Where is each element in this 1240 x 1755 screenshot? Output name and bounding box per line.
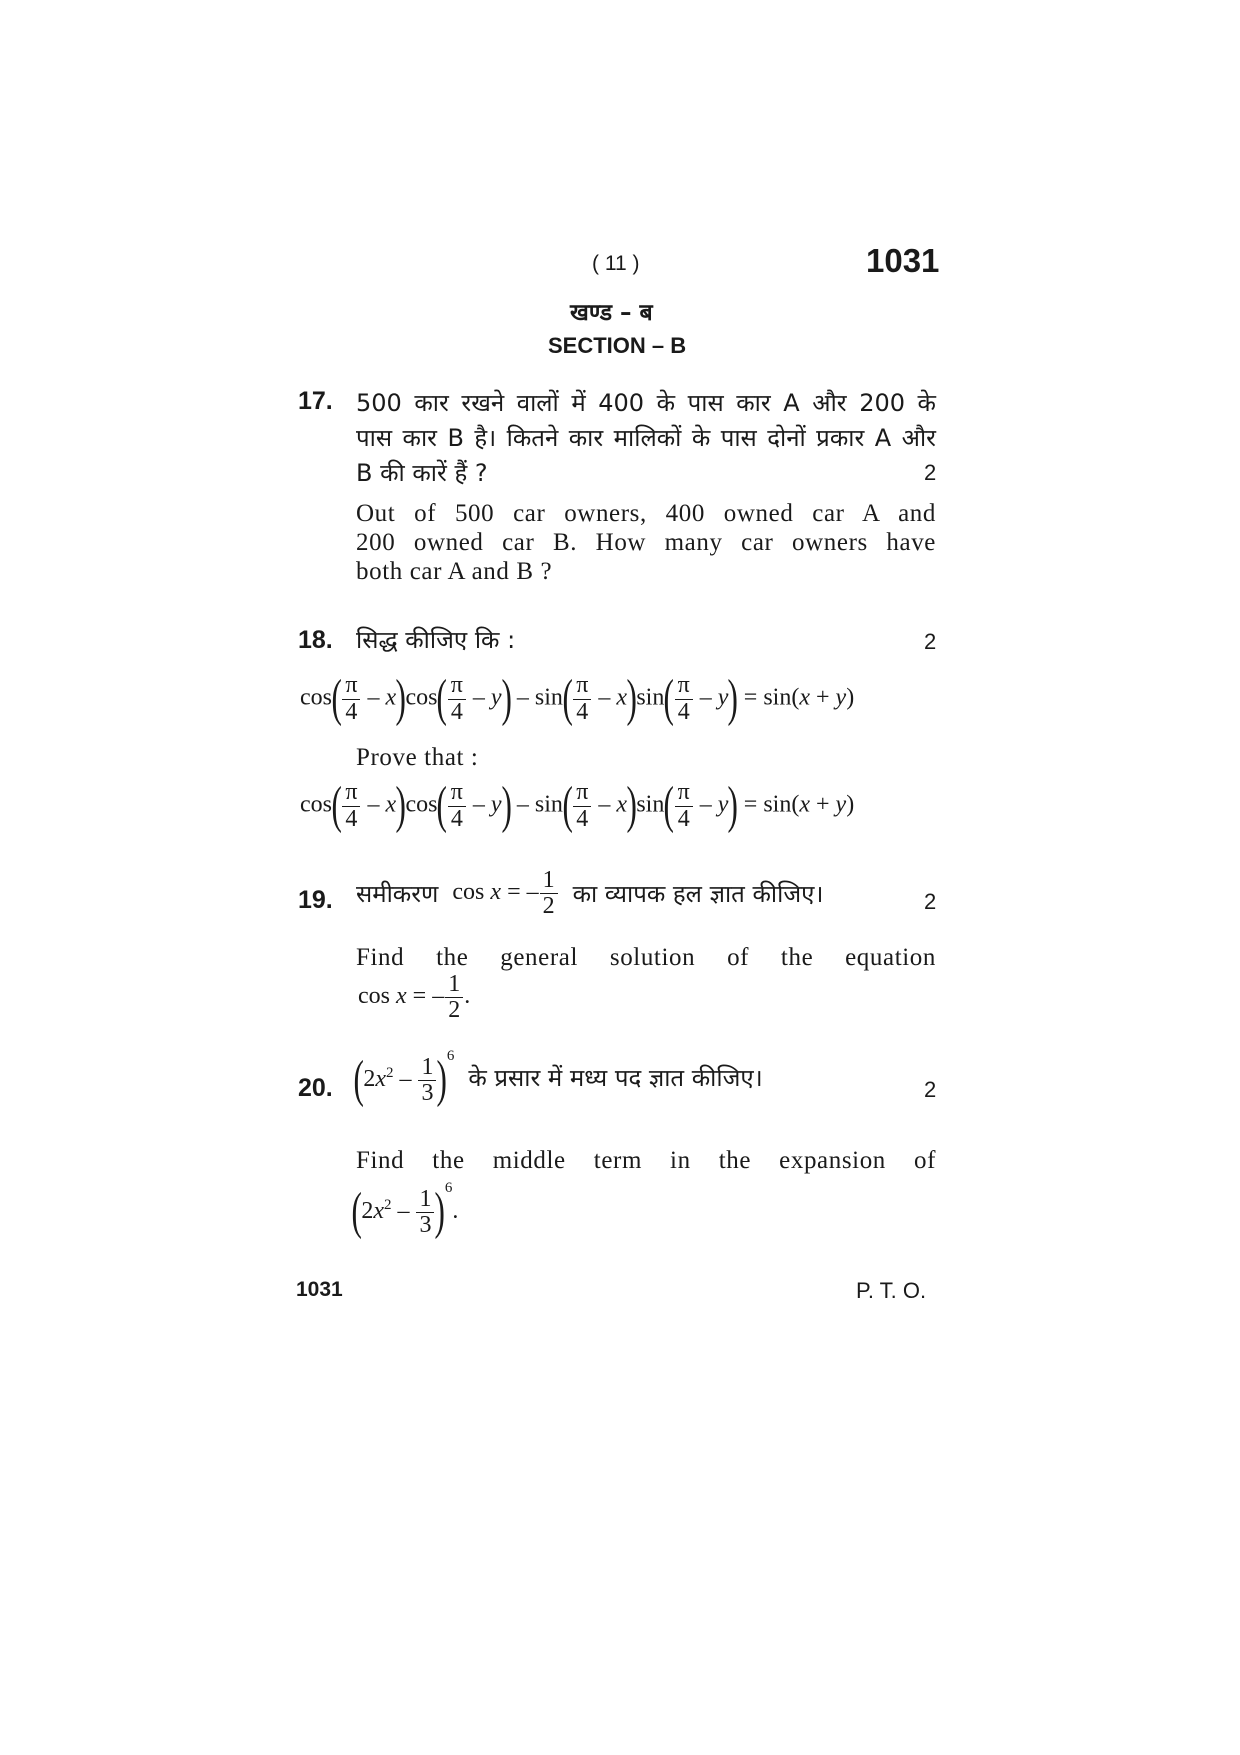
q18-english: Prove that : xyxy=(356,744,479,771)
q18-identity-1: cos( $\frac{\pi}{4}$ – x)cos( $\frac{\pi}{4}$ – y) – sin( $\frac{\pi}{4}$ – x)sin( $\frac{\pi}{4}$ – y) = sin(x + y) xyxy=(300,670,855,727)
q19-equation: cos x = – $\frac{1}{2}$ xyxy=(452,868,558,919)
section-title-hindi: खण्ड – ब xyxy=(570,300,653,326)
page-number: ( 11 ) xyxy=(592,252,640,275)
q18-marks: 2 xyxy=(924,629,937,654)
q20-english-line1: Find the middle term in the expansion of xyxy=(356,1147,936,1174)
q19-hindi-suffix: का व्यापक हल ज्ञात कीजिए। xyxy=(572,880,824,909)
q19-english-line1: Find the general solution of the equation xyxy=(356,944,936,971)
q19-hindi-prefix: समीकरण xyxy=(356,880,439,909)
q20-hindi-suffix: के प्रसार में मध्य पद ज्ञात कीजिए। xyxy=(468,1063,763,1092)
q17-hindi-line2: पास कार B है। कितने कार मालिकों के पास दोनों प्रकार A और xyxy=(356,424,936,452)
q17-english-line1: Out of 500 car owners, 400 owned car A and xyxy=(356,500,936,527)
q19-english-equation: cos x = – $\frac{1}{2}$ . xyxy=(358,971,471,1024)
q17-english-line3: both car A and B ? xyxy=(356,558,553,585)
q17-hindi-line1: 500 कार रखने वालों में 400 के पास कार A और 200 के xyxy=(356,389,936,417)
q18-identity-2: cos( $\frac{\pi}{4}$ – x)cos( $\frac{\pi}{4}$ – y) – sin( $\frac{\pi}{4}$ – x)sin( $\frac{\pi}{4}$ – y) = sin(x + y) xyxy=(300,777,855,834)
question-number-18: 18. xyxy=(298,626,333,654)
q20-marks: 2 xyxy=(924,1077,937,1102)
paper-code-footer: 1031 xyxy=(296,1278,343,1301)
q19-marks: 2 xyxy=(924,889,937,914)
question-number-19: 19. xyxy=(298,886,333,914)
q19-hindi-row xyxy=(356,868,824,919)
q17-english-line2: 200 owned car B. How many car owners have xyxy=(356,529,936,556)
q20-expression: ($2x^2$ – $\frac{1}{3}$ )$^6$ xyxy=(353,1048,455,1109)
section-title-english: SECTION – B xyxy=(548,333,687,358)
question-number-20: 20. xyxy=(298,1074,333,1102)
q17-hindi-line3: B की कारें हैं ? xyxy=(356,459,488,487)
q18-hindi: सिद्ध कीजिए कि : xyxy=(356,626,516,654)
q20-english-expression: ($2x^2$ – $\frac{1}{3}$ )$^6$. xyxy=(351,1180,459,1241)
paper-code-header: 1031 xyxy=(866,242,940,279)
question-number-17: 17. xyxy=(298,387,333,415)
pto-label: P. T. O. xyxy=(856,1278,927,1303)
q20-hindi-row xyxy=(353,1048,763,1109)
q17-marks: 2 xyxy=(924,460,937,485)
